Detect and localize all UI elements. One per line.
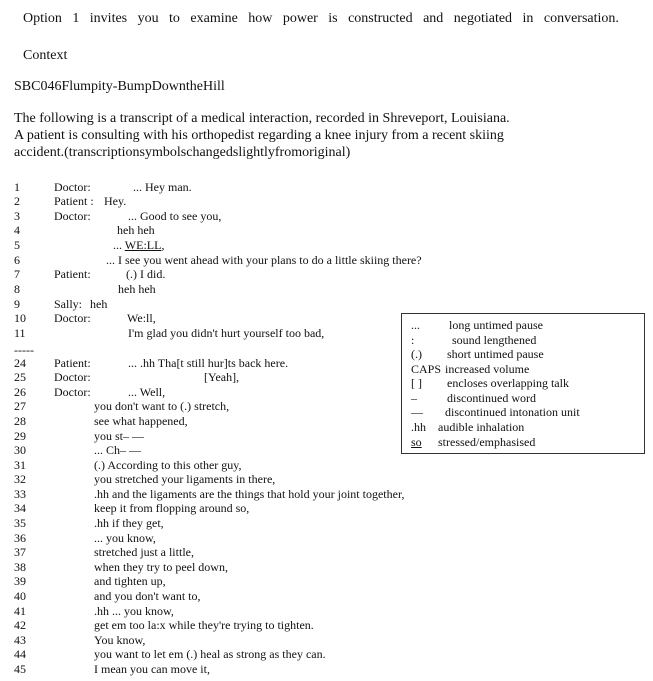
line-number: 4 — [14, 223, 20, 237]
line-number: 45 — [14, 662, 26, 676]
legend-meaning: discontinued word — [447, 391, 536, 405]
legend-meaning: discontinued intonation unit — [445, 405, 580, 419]
legend-meaning: audible inhalation — [438, 420, 525, 434]
line-number: 33 — [14, 487, 26, 501]
legend-meaning: sound lengthened — [452, 333, 537, 347]
legend-meaning: stressed/emphasised — [438, 435, 536, 449]
speaker-label: Sally: — [54, 297, 83, 311]
utterance-text: (.) According to this other guy, — [94, 458, 242, 472]
intro-sentence — [23, 11, 619, 27]
utterance-text: I mean you can move it, — [94, 662, 210, 676]
utterance-text: (.) I did. — [126, 267, 166, 281]
line-number: 25 — [14, 370, 26, 384]
transcript-separator: ----- — [14, 343, 34, 357]
utterance-text: ... Well, — [128, 385, 166, 399]
intro-word: examine — [190, 11, 238, 26]
utterance-text: and you don't want to, — [94, 589, 201, 603]
line-number: 28 — [14, 414, 26, 428]
transcription-legend — [401, 313, 645, 454]
intro-word: you — [137, 11, 159, 26]
line-number: 29 — [14, 429, 26, 443]
line-number: 26 — [14, 385, 26, 399]
legend-symbol: .hh — [411, 420, 426, 434]
intro-word: invites — [89, 11, 128, 26]
utterance-text: heh heh — [118, 282, 156, 296]
legend-meaning: increased volume — [445, 362, 530, 376]
utterance-text: see what happened, — [94, 414, 188, 428]
line-number: 24 — [14, 356, 26, 370]
line-number: 2 — [14, 194, 20, 208]
line-number: 40 — [14, 589, 26, 603]
line-number: 38 — [14, 560, 26, 574]
utterance-text: get em too la:x while they're trying to tighten. — [94, 618, 314, 632]
legend-symbol: – — [411, 391, 417, 405]
speaker-label: Doctor: — [54, 385, 91, 399]
line-number: 39 — [14, 574, 26, 588]
line-number: 34 — [14, 501, 26, 515]
utterance-text: and tighten up, — [94, 574, 166, 588]
utterance-text: ... Ch– — — [94, 443, 142, 457]
line-number: 36 — [14, 531, 26, 545]
utterance-text: ... .hh Tha[t still hur]ts back here. — [128, 356, 289, 370]
description-line: A patient is consulting with his orthopedist regarding a knee injury from a recent skiing — [14, 128, 504, 143]
line-number: 3 — [14, 209, 20, 223]
line-number: 42 — [14, 618, 26, 632]
speaker-label: Doctor: — [54, 370, 91, 384]
line-number: 5 — [14, 238, 20, 252]
legend-symbol: so — [411, 435, 422, 449]
line-number: 10 — [14, 311, 26, 325]
intro-word: is — [328, 11, 338, 26]
intro-word: 1 — [72, 11, 80, 26]
line-number: 27 — [14, 399, 26, 413]
legend-meaning: encloses overlapping talk — [447, 376, 569, 390]
utterance-text: We:ll, — [127, 311, 156, 325]
utterance-text: ... Good to see you, — [128, 209, 222, 223]
line-number: 8 — [14, 282, 20, 296]
intro-word: and — [423, 11, 444, 26]
legend-meaning: short untimed pause — [447, 347, 544, 361]
utterance-text: keep it from flopping around so, — [94, 501, 250, 515]
speaker-label: Patient: — [54, 267, 91, 281]
transcript-code: SBC046Flumpity-BumpDowntheHill — [14, 79, 225, 94]
legend-symbol: ... — [411, 318, 420, 332]
line-number: 9 — [14, 297, 20, 311]
utterance-text: I'm glad you didn't hurt yourself too bad, — [128, 326, 325, 340]
intro-word: to — [169, 11, 180, 26]
utterance-text: you don't want to (.) stretch, — [94, 399, 230, 413]
intro-word: power — [282, 11, 318, 26]
legend-symbol: (.) — [411, 347, 422, 361]
utterance-text: when they try to peel down, — [94, 560, 228, 574]
legend-symbol: [ ] — [411, 376, 422, 390]
context-heading: Context — [23, 48, 68, 63]
intro-word: in — [522, 11, 534, 26]
utterance-text: you st– — — [94, 429, 145, 443]
intro-word: negotiated — [453, 11, 513, 26]
intro-word: how — [248, 11, 273, 26]
legend-symbol: CAPS — [411, 362, 442, 376]
intro-word: conversation. — [543, 11, 619, 26]
speaker-label: Patient : — [54, 194, 94, 208]
speaker-label: Doctor: — [54, 311, 91, 325]
utterance-text: heh heh — [117, 223, 155, 237]
line-number: 44 — [14, 647, 26, 661]
utterance-text: ... I see you went ahead with your plans to do a little skiing there? — [106, 253, 422, 267]
utterance-text: you stretched your ligaments in there, — [94, 472, 276, 486]
intro-word: constructed — [348, 11, 413, 26]
utterance-text: Hey. — [104, 194, 127, 208]
description-line: The following is a transcript of a medical interaction, recorded in Shreveport, Louisiana. — [14, 111, 510, 126]
line-number: 41 — [14, 604, 26, 618]
utterance-text: ... you know, — [94, 531, 156, 545]
utterance-text: [Yeah], — [204, 370, 240, 384]
line-number: 32 — [14, 472, 26, 486]
utterance-text: .hh and the ligaments are the things that hold your joint together, — [94, 487, 405, 501]
line-number: 31 — [14, 458, 26, 472]
utterance-text: ... Hey man. — [133, 180, 192, 194]
legend-meaning: long untimed pause — [449, 318, 543, 332]
speaker-label: Patient: — [54, 356, 91, 370]
emphasised-word: WE:LL — [124, 238, 162, 252]
legend-symbol: — — [411, 405, 423, 419]
line-number: 30 — [14, 443, 26, 457]
utterance-text: you want to let em (.) heal as strong as they can. — [94, 647, 326, 661]
description-line: accident.(transcriptionsymbolschangedslightlyfromoriginal) — [14, 145, 351, 160]
line-number: 6 — [14, 253, 20, 267]
utterance-text: heh — [90, 297, 108, 311]
line-number: 7 — [14, 267, 20, 281]
utterance-text: .hh if they get, — [94, 516, 164, 530]
intro-word: Option — [23, 11, 62, 26]
line-number: 43 — [14, 633, 26, 647]
line-number: 35 — [14, 516, 26, 530]
utterance-text: You know, — [94, 633, 146, 647]
line-number: 1 — [14, 180, 20, 194]
utterance-text: ... WE:LL, — [113, 238, 165, 252]
speaker-label: Doctor: — [54, 209, 91, 223]
speaker-label: Doctor: — [54, 180, 91, 194]
line-number: 11 — [14, 326, 26, 340]
legend-symbol: : — [411, 333, 415, 347]
utterance-text: stretched just a little, — [94, 545, 194, 559]
utterance-text: .hh ... you know, — [94, 604, 174, 618]
line-number: 37 — [14, 545, 26, 559]
